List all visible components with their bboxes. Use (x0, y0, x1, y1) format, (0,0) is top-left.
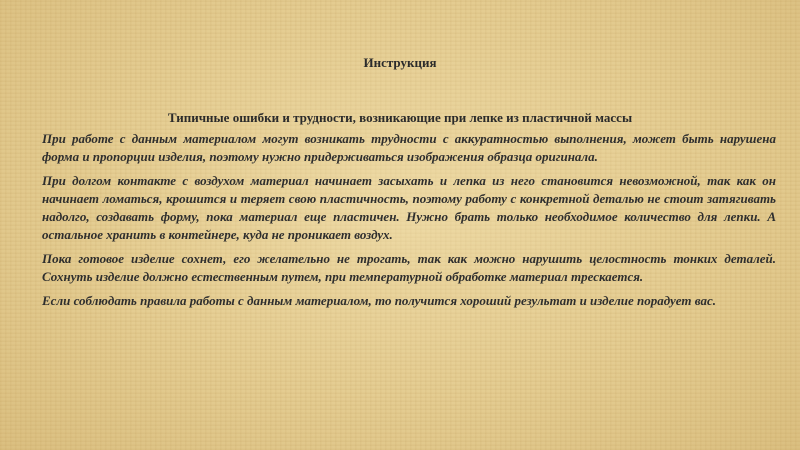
paragraph-3: Пока готовое изделие сохнет, его желательно не трогать, так как можно нарушить целостность тонких деталей. Сохнуть изделие должно естественным путем, при температурной обработке материал трескается. (42, 251, 776, 284)
body-text (42, 130, 776, 316)
paragraph-2: При долгом контакте с воздухом материал начинает засыхать и лепка из него становится невозможной, так как он начинает ломаться, крошится и теряет свою пластичность, поэтому работу с конкретной деталью не стоит затягивать надолго, создавать форму, пока материал еще пластичен. Нужно брать только необходимое количество для лепки. А остальное хранить в контейнере, куда не проникает воздух. (42, 173, 776, 242)
paragraph-1: При работе с данным материалом могут возникать трудности с аккуратностью выполнения, может быть нарушена форма и пропорции изделия, поэтому нужно придерживаться изображения образца оригинала. (42, 131, 776, 164)
paragraph-4: Если соблюдать правила работы с данным материалом, то получится хороший результат и изделие порадует вас. (42, 293, 716, 308)
slide-subtitle: Типичные ошибки и трудности, возникающие при лепке из пластичной массы (167, 110, 633, 125)
slide-title: Инструкция (363, 55, 437, 70)
